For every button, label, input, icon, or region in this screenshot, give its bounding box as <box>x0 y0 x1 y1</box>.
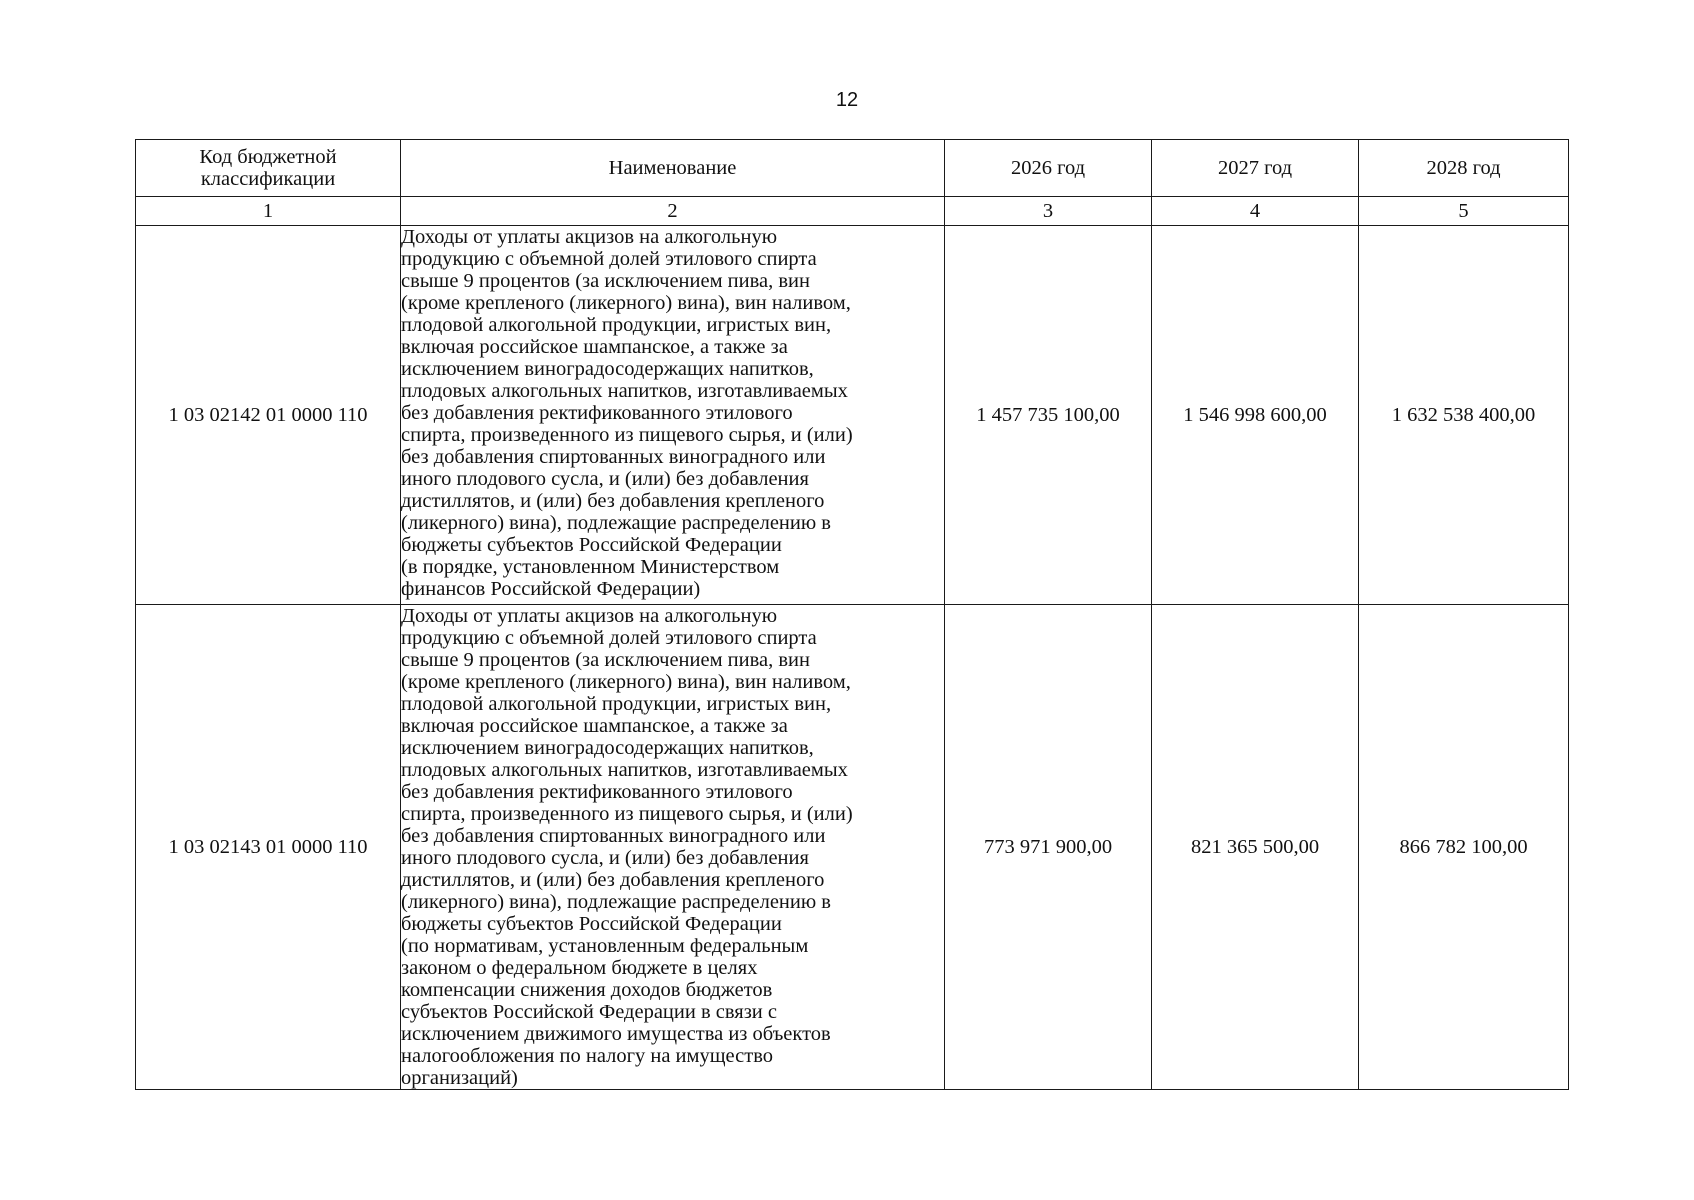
table-row <box>136 605 1569 1090</box>
amount-2026-cell: 773 971 900,00 <box>945 605 1152 1090</box>
budget-code-cell: 1 03 02142 01 0000 110 <box>136 226 401 605</box>
amount-2026-cell: 1 457 735 100,00 <box>945 226 1152 605</box>
header-row <box>136 140 1569 197</box>
header-2027: 2027 год <box>1152 140 1359 197</box>
column-number: 2 <box>401 197 945 226</box>
budget-code-cell: 1 03 02143 01 0000 110 <box>136 605 401 1090</box>
revenue-name-cell: Доходы от уплаты акцизов на алкогольную продукцию с объемной долей этилового спирта свыше 9 процентов (за исключением пива, вин (кроме крепленого (ликерного) вина), вин наливом, плодовой алкогольной продукции, игристых вин, включая российское шампанское, а также за исключением виноградосодержащих напитков, плодовых алкогольных напитков, изготавливаемых без добавления ректификованного этилового спирта, произведенного из пищевого сырья, и (или) без добавления спиртованных виноградного или иного плодового сусла, и (или) без добавления дистиллятов, и (или) без добавления крепленого (ликерного) вина), подлежащие распределению в бюджеты субъектов Российской Федерации (в порядке, установленном Министерством финансов Российской Федерации) <box>401 226 945 605</box>
header-code: Код бюджетной классификации <box>136 140 401 197</box>
column-number: 3 <box>945 197 1152 226</box>
column-number: 4 <box>1152 197 1359 226</box>
column-number-row <box>136 197 1569 226</box>
revenue-name-cell: Доходы от уплаты акцизов на алкогольную продукцию с объемной долей этилового спирта свыше 9 процентов (за исключением пива, вин (кроме крепленого (ликерного) вина), вин наливом, плодовой алкогольной продукции, игристых вин, включая российское шампанское, а также за исключением виноградосодержащих напитков, плодовых алкогольных напитков, изготавливаемых без добавления ректификованного этилового спирта, произведенного из пищевого сырья, и (или) без добавления спиртованных виноградного или иного плодового сусла, и (или) без добавления дистиллятов, и (или) без добавления крепленого (ликерного) вина), подлежащие распределению в бюджеты субъектов Российской Федерации (по нормативам, установленным федеральным законом о федеральном бюджете в целях компенсации снижения доходов бюджетов субъектов Российской Федерации в связи с исключением движимого имущества из объектов налогообложения по налогу на имущество организаций) <box>401 605 945 1090</box>
budget-table <box>135 139 1569 1090</box>
page-number: 12 <box>835 89 859 111</box>
header-2026: 2026 год <box>945 140 1152 197</box>
header-name: Наименование <box>401 140 945 197</box>
amount-2028-cell: 1 632 538 400,00 <box>1359 226 1569 605</box>
amount-2027-cell: 1 546 998 600,00 <box>1152 226 1359 605</box>
amount-2028-cell: 866 782 100,00 <box>1359 605 1569 1090</box>
column-number: 5 <box>1359 197 1569 226</box>
column-number: 1 <box>136 197 401 226</box>
header-2028: 2028 год <box>1359 140 1569 197</box>
amount-2027-cell: 821 365 500,00 <box>1152 605 1359 1090</box>
table-row <box>136 226 1569 605</box>
